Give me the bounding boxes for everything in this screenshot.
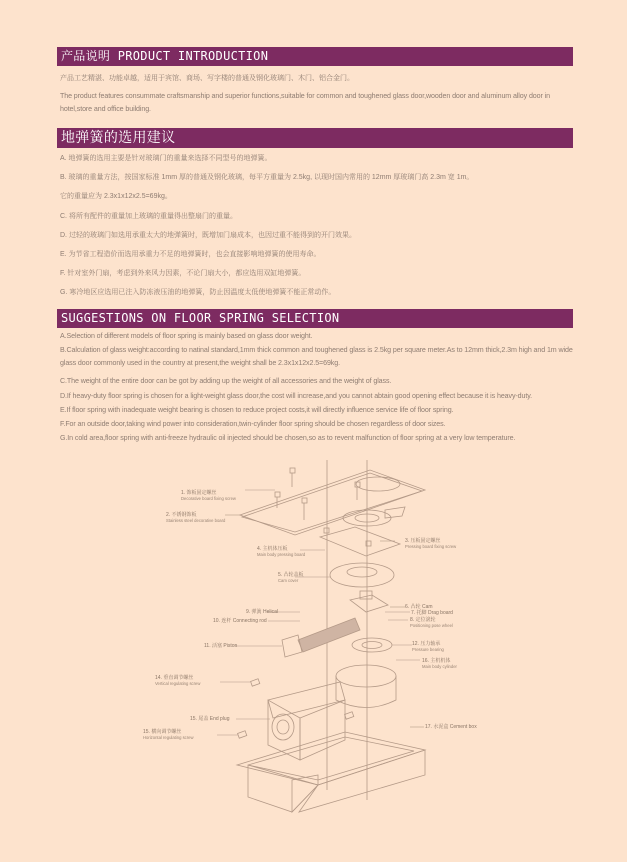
label-drag-board: 7. 托脚 Drag board — [411, 610, 453, 616]
cn-item-b: B. 玻璃的重量方法，按国家标准 1mm 厚的普通及钢化玻璃，每平方重量为 2.5kg, 以现时国内常用的 12mm 厚玻璃门高 2.3m 宽 1m。 — [60, 174, 474, 181]
cn-item-f: F. 针对室外门扇，考虑到外来风力因素，不论门扇大小，都应选用双缸地弹簧。 — [60, 270, 306, 277]
label-vertical-regulating-screw: 14. 垂直调节螺丝 Vertical regulating screw — [155, 675, 201, 686]
cn-item-d: D. 过轻的玻璃门如选用承重太大的地弹簧时，既增加门扇成本，也因过重不能得到的开门效果。 — [60, 232, 356, 239]
label-stainless-decorative-board: 2. 不锈钢饰板 Stainless steel decorative board — [166, 512, 226, 523]
label-horizontal-regulating-screw: 15. 横向调节螺丝 Horizontal regulating screw — [143, 729, 194, 740]
label-decorative-board-fixing-screw: 1. 饰板固定螺丝 Decorative board fixing screw — [181, 490, 236, 501]
label-helical-spring: 9. 弹簧 Helical — [246, 609, 278, 615]
en-item-b: B.Calculation of glass weight:according to natinal standard,1mm thick common and toughened glass is 2.5kg per square meter.As to 12mm thick,2.3m high and 1m wide glass door commonly used in the country at present,the weight shall be 2.3x1x12x2.5=69kg. — [60, 346, 573, 368]
cn-item-g: G. 寒冷地区应选用已注入防冻液压油的地弹簧，防止因温度太低使地弹簧不能正常动作。 — [60, 289, 336, 296]
en-item-c: C.The weight of the entire door can be got by adding up the weight of all accessories and the weight of glass. — [60, 377, 392, 385]
label-connecting-rod: 10. 连杆 Connecting rod — [213, 618, 267, 624]
section-title-product-introduction: 产品说明 PRODUCT INTRODUCTION — [57, 47, 573, 66]
cn-item-e: E. 为节省工程造价而选用承重力不足的地弹簧时，也会直接影响地弹簧的使用寿命。 — [60, 251, 321, 258]
label-cam-cover: 5. 凸轮盖板 Cam cover — [278, 572, 304, 583]
label-positioning-pose-wheel: 8. 定位滚轮 Positioning pose wheel — [410, 617, 453, 628]
en-item-g: G.In cold area,floor spring with anti-freeze hydraulic oil injected should be chosen,so as to revent malfunction of floor spring at a very low temperature. — [60, 434, 516, 442]
intro-cn-text: 产品工艺精湛、功能卓越，适用于宾馆、商场、写字楼的普通及钢化玻璃门、木门、铝合金门。 — [60, 75, 354, 82]
section-title-cn-suggestions: 地弹簧的选用建议 — [57, 128, 573, 148]
label-cam: 6. 凸轮 Cam — [405, 604, 433, 610]
exploded-view-line-art — [0, 455, 627, 855]
en-item-a: A.Selection of different models of floor spring is mainly based on glass door weight. — [60, 332, 313, 340]
floor-spring-exploded-diagram — [0, 455, 627, 855]
cn-item-a: A. 地弹簧的选用主要是针对玻璃门的重量来选择不同型号的地弹簧。 — [60, 155, 272, 162]
section-title-en-suggestions: SUGGESTIONS ON FLOOR SPRING SELECTION — [57, 309, 573, 328]
label-pressing-board-fixing-screw: 3. 压板固定螺丝 Pressing board fixing screw — [405, 538, 457, 549]
cn-item-b-cont: 它的重量应为 2.3x1x12x2.5=69kg。 — [60, 193, 172, 200]
en-item-e: E.If floor spring with inadequate weight bearing is chosen to reduce project costs,it will directly influence service life of floor spring. — [60, 406, 454, 414]
cn-item-c: C. 将所有配件的重量加上玻璃的重量得出整扇门的重量。 — [60, 213, 237, 220]
label-main-body-cylinder: 16. 主机机体 Main body cylinder — [422, 658, 457, 669]
label-cement-box: 17. 水泥盒 Cement box — [425, 724, 477, 730]
en-item-d: D.If heavy-duty floor spring is chosen for a light-weight glass door,the cost will increase,and you cannot abtain good opening effect because it is heavy-duty. — [60, 392, 533, 400]
label-main-body-pressing-board: 4. 主机体压板 Main body pressing board — [257, 546, 306, 557]
label-piston: 11. 活塞 Piston — [204, 643, 238, 649]
intro-en-text: The product features consummate craftsmanship and superior functions,suitable for common and toughened glass door,wooden door and aluminum alloy door in hotel,store and office building. — [60, 92, 550, 114]
label-end-plug: 15. 尾盖 End plug — [190, 716, 230, 722]
en-item-f: F.For an outside door,taking wind power into consideration,twin-cylinder floor spring should be chosen regardless of door sizes. — [60, 420, 446, 428]
label-pressure-bearing: 12. 压力轴承 Pressure bearing — [412, 641, 444, 652]
